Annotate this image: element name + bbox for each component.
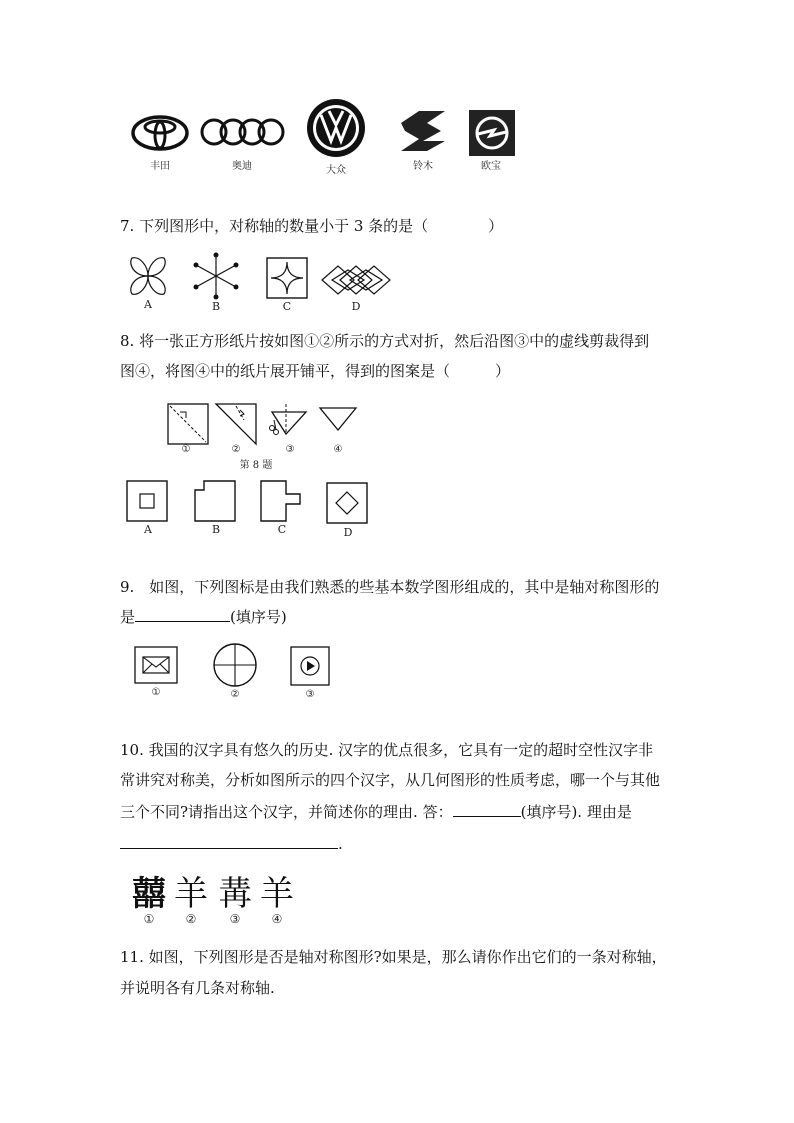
question-7-text: 7. 下列图形中，对称轴的数量小于 3 条的是（ ）: [120, 217, 504, 235]
figure-label: ②: [230, 689, 240, 700]
volkswagen-logo-icon: [305, 97, 367, 159]
option-label: A: [144, 298, 152, 311]
question-9-suffix: (填序号): [230, 608, 287, 626]
question-9-line1: 9. 如图，下列图标是由我们熟悉的些基本数学图形组成的，其中是轴对称图形的: [120, 578, 660, 596]
square-with-tab-icon: [260, 480, 312, 522]
answer-blank[interactable]: [135, 605, 230, 622]
question-8-options: [120, 478, 380, 548]
car-logos-row: [125, 95, 525, 175]
square-arcs-figure-icon: [265, 256, 309, 300]
audi-logo-icon: [200, 117, 284, 147]
ancient-character: 羊: [174, 874, 208, 914]
folded-triangle-step-icon: [214, 402, 258, 446]
question-8-line1: 8. 将一张正方形纸片按如图①②所示的方式对折，然后沿图③中的虚线剪裁得到: [120, 332, 650, 350]
question-10-period: .: [338, 835, 343, 853]
suzuki-logo-icon: [397, 109, 449, 153]
envelope-icon: [134, 646, 178, 684]
figure-label: ③: [305, 689, 315, 700]
question-10-line4: [120, 829, 720, 859]
question-8-line2: 图④，将图④中的纸片展开铺平，得到的图案是（ ）: [120, 362, 511, 380]
question-7-figures: [120, 252, 520, 322]
question-10-line2: 常讲究对称美，分析如图所示的四个汉字，从几何图形的性质考虑，哪一个与其他: [120, 771, 661, 789]
play-button-icon: [290, 646, 330, 686]
option-label: B: [211, 523, 221, 536]
logo-label: 丰田: [150, 161, 170, 172]
question-10-answer-suffix: (填序号). 理由是: [520, 803, 632, 821]
folded-square-step-icon: [166, 402, 210, 446]
character-label: ②: [185, 912, 197, 926]
question-10-line1: 10. 我国的汉字具有悠久的历史. 汉字的优点很多，它具有一定的超时空性汉字非: [120, 741, 654, 759]
logo-label: 奥迪: [232, 161, 252, 172]
question-11-line1: 11. 如图，下列图形是否是轴对称图形?如果是，那么请你作出它们的一条对称轴，: [120, 948, 667, 966]
option-label: B: [211, 300, 221, 313]
option-label: C: [282, 300, 292, 313]
question-10-characters: [130, 866, 300, 932]
option-label: D: [351, 300, 361, 313]
logo-label: 大众: [326, 165, 346, 176]
figure-caption: 第 8 题: [239, 460, 273, 471]
circle-cross-icon: [212, 642, 258, 688]
logo-label: 铃木: [413, 161, 433, 172]
figure-label: ①: [151, 687, 161, 698]
question-9-prefix: 是: [120, 608, 136, 626]
step-label: ③: [285, 444, 295, 455]
ancient-character: 冓: [218, 874, 252, 914]
question-9-line2: [120, 602, 720, 632]
character-label: ③: [229, 912, 241, 926]
character-label: ①: [143, 912, 155, 926]
option-label: D: [343, 526, 353, 539]
question-11-line2: 并说明各有几条对称轴.: [120, 979, 275, 997]
logo-label: 欧宝: [481, 161, 501, 172]
question-8-steps: [160, 398, 380, 470]
square-with-inner-square-icon: [126, 480, 168, 522]
step-label: ④: [333, 444, 343, 455]
six-arm-star-icon: [190, 252, 242, 300]
knot-figure-icon: [320, 262, 392, 298]
reason-blank[interactable]: [120, 832, 338, 849]
question-9-figures: [130, 640, 350, 712]
four-petal-figure-icon: [124, 254, 172, 298]
option-label: A: [144, 523, 152, 536]
toyota-logo-icon: [130, 115, 190, 155]
option-label: C: [277, 523, 287, 536]
question-10-answer-prefix: 三个不同?请指出这个汉字，并简述你的理由. 答：: [120, 803, 453, 821]
question-10-line3: [120, 797, 720, 827]
answer-blank[interactable]: [453, 800, 521, 817]
step-label: ①: [181, 444, 191, 455]
ancient-character: 囍: [132, 874, 166, 914]
opel-logo-icon: [468, 109, 516, 157]
step-label: ②: [231, 444, 241, 455]
cut-triangle-step-icon: [266, 402, 310, 446]
ancient-character: 羊: [260, 874, 294, 914]
result-triangle-step-icon: [318, 404, 358, 434]
square-with-diamond-icon: [326, 482, 368, 524]
character-label: ④: [271, 912, 283, 926]
notched-square-icon: [194, 480, 236, 522]
